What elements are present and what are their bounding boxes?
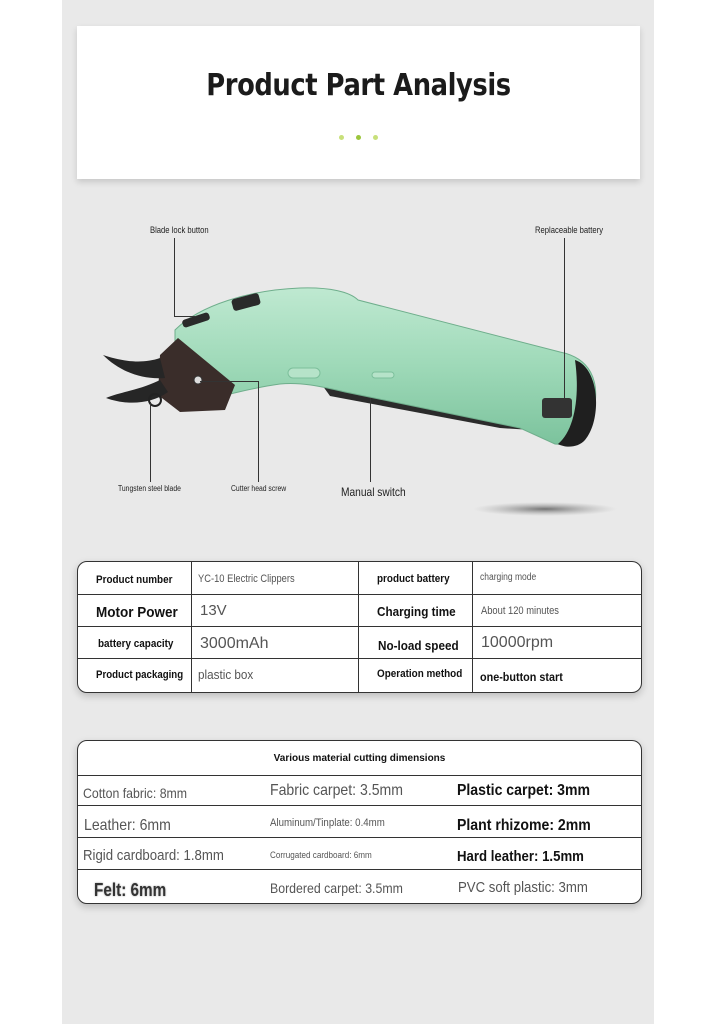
table-grid-line bbox=[78, 775, 641, 776]
material-dimension: Hard leather: 1.5mm bbox=[457, 848, 584, 865]
material-dimension: Leather: 6mm bbox=[84, 817, 171, 834]
leader-line bbox=[258, 381, 259, 482]
spec-key: Charging time bbox=[377, 604, 456, 619]
table-grid-line bbox=[78, 658, 641, 659]
spec-key: Product number bbox=[96, 574, 173, 586]
material-dimension: Fabric carpet: 3.5mm bbox=[270, 782, 404, 799]
spec-key: product battery bbox=[377, 573, 450, 585]
leader-line bbox=[174, 238, 175, 316]
leader-line bbox=[370, 398, 371, 482]
spec-key: Operation method bbox=[377, 668, 463, 680]
lower-blade bbox=[106, 380, 168, 403]
callout-tungsten-steel-blade: Tungsten steel blade bbox=[118, 484, 181, 493]
table-grid-line bbox=[78, 837, 641, 838]
cutting-dimensions-table bbox=[77, 740, 642, 904]
material-dimension: PVC soft plastic: 3mm bbox=[458, 879, 588, 896]
material-dimension: Plant rhizome: 2mm bbox=[457, 817, 591, 834]
material-dimension: Bordered carpet: 3.5mm bbox=[270, 880, 403, 896]
spec-value: 3000mAh bbox=[200, 635, 269, 652]
table-grid-line bbox=[191, 562, 192, 692]
spec-value: charging mode bbox=[480, 572, 537, 583]
spec-value: 13V bbox=[200, 602, 227, 619]
material-dimension: Felt: 6mm bbox=[94, 880, 167, 900]
vent-slot bbox=[372, 372, 394, 378]
table-grid-line bbox=[78, 869, 641, 870]
leader-line bbox=[564, 238, 565, 403]
table-grid-line bbox=[78, 805, 641, 806]
spec-table bbox=[77, 561, 642, 693]
leader-line bbox=[174, 316, 196, 317]
material-dimension: Cotton fabric: 8mm bbox=[83, 785, 188, 801]
callout-cutter-head-screw: Cutter head screw bbox=[231, 484, 287, 493]
spec-value: plastic box bbox=[198, 667, 254, 682]
page-title: Product Part Analysis bbox=[206, 68, 511, 103]
leader-line bbox=[200, 381, 258, 382]
material-dimension: Plastic carpet: 3mm bbox=[457, 782, 591, 799]
table-title: Various material cutting dimensions bbox=[273, 753, 446, 764]
callout-replaceable-battery: Replaceable battery bbox=[535, 225, 604, 235]
spec-value: YC-10 Electric Clippers bbox=[198, 573, 295, 585]
spec-value: 10000rpm bbox=[481, 634, 554, 651]
spec-value: About 120 minutes bbox=[481, 605, 559, 617]
callout-manual-switch: Manual switch bbox=[341, 485, 406, 499]
table-grid-line bbox=[472, 562, 473, 692]
spec-value: one-button start bbox=[480, 670, 563, 684]
tool-body bbox=[175, 288, 596, 444]
table-grid-line bbox=[358, 562, 359, 692]
callout-blade-lock-button: Blade lock button bbox=[150, 225, 209, 235]
spec-key: No-load speed bbox=[378, 638, 459, 653]
table-grid-line bbox=[78, 626, 641, 627]
material-dimension: Rigid cardboard: 1.8mm bbox=[83, 847, 224, 864]
table-grid-line bbox=[78, 594, 641, 595]
cutter-head-screw-shape bbox=[194, 376, 202, 384]
spec-key: Motor Power bbox=[96, 604, 178, 621]
battery-latch bbox=[542, 398, 572, 418]
material-dimension: Corrugated cardboard: 6mm bbox=[270, 850, 372, 860]
upper-blade bbox=[103, 355, 165, 378]
material-dimension: Aluminum/Tinplate: 0.4mm bbox=[270, 817, 385, 829]
indicator-slot bbox=[288, 368, 320, 378]
leader-line bbox=[150, 402, 151, 482]
floor-shadow bbox=[473, 502, 617, 516]
spec-key: Product packaging bbox=[96, 669, 184, 681]
spec-key: battery capacity bbox=[98, 638, 174, 650]
